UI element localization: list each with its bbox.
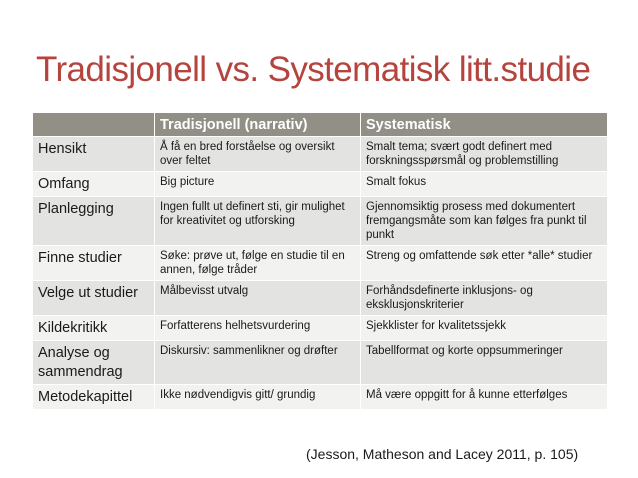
systematic-cell: Smalt fokus [361,171,608,196]
traditional-cell: Ikke nødvendigvis gitt/ grundig [155,384,361,409]
row-label: Planlegging [33,196,155,245]
systematic-cell: Gjennomsiktig prosess med dokumentert fremgangsmåte som kan følges fra punkt til punkt [361,196,608,245]
row-label: Metodekapittel [33,384,155,409]
row-label: Finne studier [33,245,155,280]
citation: (Jesson, Matheson and Lacey 2011, p. 105) [306,446,579,462]
traditional-cell: Ingen fullt ut definert sti, gir mulighet for kreativitet og utforsking [155,196,361,245]
systematic-cell: Streng og omfattende søk etter *alle* studier [361,245,608,280]
traditional-cell: Å få en bred forståelse og oversikt over feltet [155,136,361,171]
header-empty [33,113,155,136]
systematic-cell: Forhåndsdefinerte inklusjons- og eksklusjonskriterier [361,280,608,315]
table-row [33,136,608,171]
table-row [33,171,608,196]
traditional-cell: Big picture [155,171,361,196]
systematic-cell: Smalt tema; svært godt definert med forskningsspørsmål og problemstilling [361,136,608,171]
table-header-row [33,113,608,136]
row-label: Omfang [33,171,155,196]
table-row [33,315,608,340]
traditional-cell: Diskursiv: sammenlikner og drøfter [155,340,361,384]
row-label: Hensikt [33,136,155,171]
table-row [33,196,608,245]
table-row [33,384,608,409]
traditional-cell: Målbevisst utvalg [155,280,361,315]
table-row [33,340,608,384]
table-row [33,280,608,315]
row-label: Kildekritikk [33,315,155,340]
systematic-cell: Må være oppgitt for å kunne etterfølges [361,384,608,409]
slide-title: Tradisjonell vs. Systematisk litt.studie [36,50,591,89]
row-label: Velge ut studier [33,280,155,315]
comparison-table [33,113,608,409]
table-row [33,245,608,280]
row-label: Analyse og sammendrag [33,340,155,384]
traditional-cell: Forfatterens helhetsvurdering [155,315,361,340]
header-traditional: Tradisjonell (narrativ) [155,113,361,136]
systematic-cell: Tabellformat og korte oppsummeringer [361,340,608,384]
systematic-cell: Sjekklister for kvalitetssjekk [361,315,608,340]
header-systematic: Systematisk [361,113,608,136]
traditional-cell: Søke: prøve ut, følge en studie til en annen, følge tråder [155,245,361,280]
